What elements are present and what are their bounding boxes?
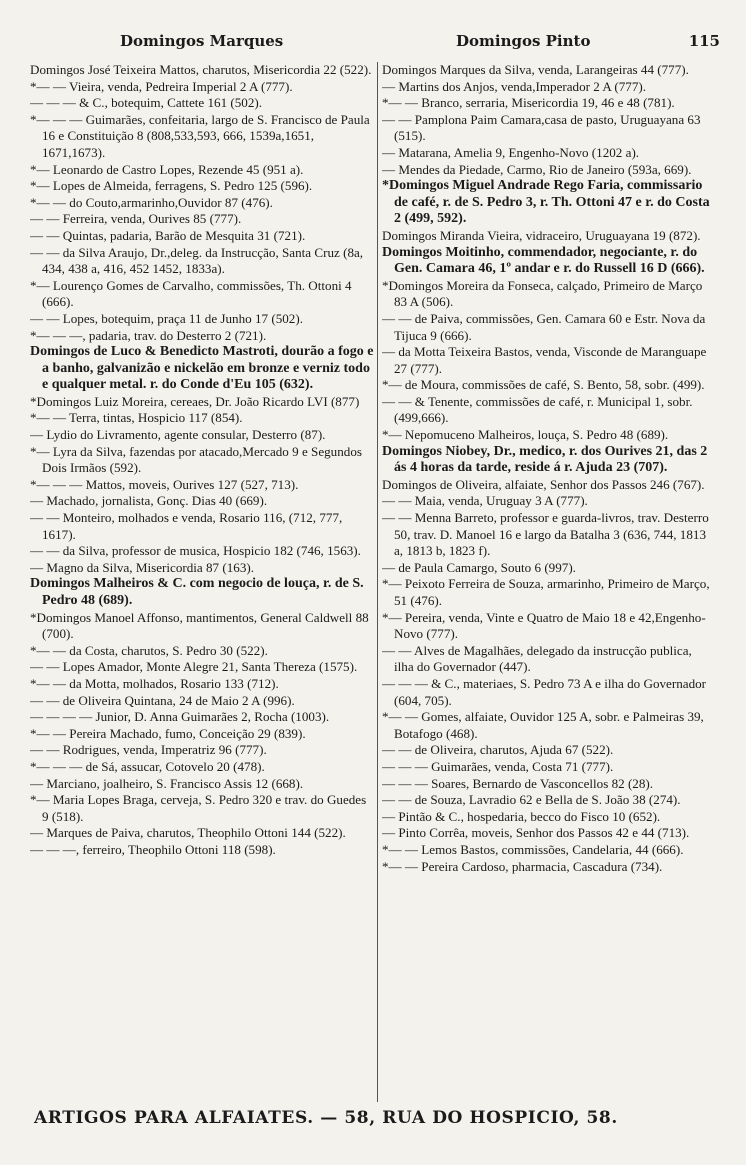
directory-entry: — — de Oliveira, charutos, Ajuda 67 (522). bbox=[382, 742, 614, 758]
directory-entry: — da Motta Teixeira Bastos, venda, Visconde de Maranguape 27 (777). bbox=[382, 344, 707, 376]
directory-entry: *— — — Mattos, moveis, Ourives 127 (527, 713). bbox=[30, 476, 299, 492]
directory-entry: — Pintão & C., hospedaria, becco do Fisco 10 (652). bbox=[382, 808, 661, 824]
directory-entry: — — Monteiro, molhados e venda, Rosario 116, (712, 777, 1617). bbox=[30, 510, 343, 542]
directory-entry: *— Peixoto Ferreira de Souza, armarinho, Primeiro de Março, 51 (476). bbox=[382, 576, 710, 608]
directory-entry: — — Alves de Magalhães, delegado da instrucção publica, ilha do Governador (447). bbox=[382, 642, 692, 675]
directory-entry: *— Maria Lopes Braga, cerveja, S. Pedro 320 e trav. do Guedes 9 (518). bbox=[30, 792, 367, 824]
directory-entry: *— — Lemos Bastos, commissões, Candelaria, 44 (666). bbox=[382, 841, 684, 857]
running-head-right: Domingos Pinto bbox=[456, 32, 591, 50]
directory-entry: — — Pamplona Paim Camara,casa de pasto, Uruguayana 63 (515). bbox=[382, 111, 701, 144]
directory-entry: — — Menna Barreto, professor e guarda-livros, trav. Desterro 50, trav. D. Manoel 16 e largo da Batalha 3 (636, 744, 1813 a, 1813 b, 1823 f). bbox=[382, 510, 709, 559]
directory-entry: — — — & C., botequim, Cattete 161 (502). bbox=[30, 95, 263, 111]
directory-entry: — — da Silva, professor de musica, Hospicio 182 (746, 1563). bbox=[30, 543, 361, 559]
directory-entry: — — — Soares, Bernardo de Vasconcellos 82 (28). bbox=[382, 775, 654, 791]
directory-entry: *— — Terra, tintas, Hospicio 117 (854). bbox=[30, 410, 243, 426]
directory-entry: — Machado, jornalista, Gonç. Dias 40 (669). bbox=[30, 493, 268, 509]
directory-entry: *Domingos Manoel Affonso, mantimentos, General Caldwell 88 (700). bbox=[30, 609, 369, 642]
directory-entry: *— — — de Sá, assucar, Cotovelo 20 (478). bbox=[30, 758, 265, 774]
directory-entry: — — Maia, venda, Uruguay 3 A (777). bbox=[382, 493, 588, 509]
directory-entry: *— — da Motta, molhados, Rosario 133 (712). bbox=[30, 675, 279, 691]
directory-entry: *— — da Costa, charutos, S. Pedro 30 (522). bbox=[30, 642, 268, 658]
directory-entry: *— — —, padaria, trav. do Desterro 2 (721). bbox=[30, 327, 267, 343]
directory-entry: *— Nepomuceno Malheiros, louça, S. Pedro 48 (689). bbox=[382, 427, 669, 443]
footer-advertisement: ARTIGOS PARA ALFAIATES. — 58, RUA DO HOSPICIO, 58. bbox=[34, 1108, 618, 1128]
directory-entry: *Domingos Luiz Moreira, cereaes, Dr. João Ricardo LVI (877) bbox=[30, 393, 360, 409]
directory-entry: — Martins dos Anjos, venda,Imperador 2 A (777). bbox=[382, 78, 647, 94]
running-head-left: Domingos Marques bbox=[120, 32, 284, 50]
directory-entry: *— Lyra da Silva, fazendas por atacado,Mercado 9 e Segundos Dois Irmãos (592). bbox=[30, 443, 362, 476]
directory-entry: Domingos Malheiros & C. com negocio de louça, r. de S. Pedro 48 (689). bbox=[30, 576, 364, 608]
directory-entry: — Marciano, joalheiro, S. Francisco Assis 12 (668). bbox=[30, 775, 304, 791]
directory-entry: Domingos Niobey, Dr., medico, r. dos Ourives 21, das 2 ás 4 horas da tarde, reside á r. Ajuda 23 (707). bbox=[382, 443, 708, 476]
directory-entry: *Domingos Moreira da Fonseca, calçado, Primeiro de Março 83 A (506). bbox=[382, 277, 703, 310]
directory-entry: *— Lopes de Almeida, ferragens, S. Pedro 125 (596). bbox=[30, 178, 313, 194]
directory-entry: — — — Guimarães, venda, Costa 71 (777). bbox=[382, 758, 614, 774]
page-number: 115 bbox=[688, 32, 720, 50]
directory-entry: *— Pereira, venda, Vinte e Quatro de Maio 18 e 42,Engenho-Novo (777). bbox=[382, 609, 706, 642]
directory-entry: *— — Branco, serraria, Misericordia 19, 46 e 48 (781). bbox=[382, 95, 675, 111]
directory-entry: *— — Pereira Machado, fumo, Conceição 29 (839). bbox=[30, 725, 306, 741]
directory-entry: — — — — Junior, D. Anna Guimarães 2, Rocha (1003). bbox=[30, 709, 330, 725]
directory-entry: *— — — Guimarães, confeitaria, largo de S. Francisco de Paula 16 e Constituição 8 (808,533,593, 666, 1539a,1651, 1671,1673). bbox=[30, 111, 370, 160]
directory-entry: — — Ferreira, venda, Ourives 85 (777). bbox=[30, 211, 242, 227]
directory-entry: — — da Silva Araujo, Dr.,deleg. da Instrucção, Santa Cruz (8a, 434, 438 a, 416, 452 1452, 1833a). bbox=[30, 244, 364, 277]
directory-entry: — — Quintas, padaria, Barão de Mesquita 31 (721). bbox=[30, 227, 306, 243]
directory-entry: Domingos de Luco & Benedicto Mastroti, dourão a fogo e a banho, galvanizão e nickelão em bronze e verniz todo e qualquer metal. r. do Conde d'Eu 105 (632). bbox=[30, 344, 374, 393]
directory-entry: — — de Souza, Lavradio 62 e Bella de S. João 38 (274). bbox=[382, 792, 681, 808]
directory-entry: *Domingos Miguel Andrade Rego Faria, commissario de café, r. de S. Pedro 3, r. Th. Ottoni 47 e r. do Costa 2 (499, 592). bbox=[382, 178, 710, 227]
directory-entry: — Mendes da Piedade, Carmo, Rio de Janeiro (593a, 669). bbox=[382, 161, 692, 177]
directory-entry: *— Leonardo de Castro Lopes, Rezende 45 (951 a). bbox=[30, 161, 304, 177]
directory-entry: Domingos Miranda Vieira, vidraceiro, Uruguayana 19 (872). bbox=[382, 227, 701, 243]
directory-entry: — — & Tenente, commissões de café, r. Municipal 1, sobr. (499,666). bbox=[382, 393, 693, 426]
directory-entry: — de Paula Camargo, Souto 6 (997). bbox=[382, 559, 576, 575]
directory-entry: Domingos Moitinho, commendador, negociante, r. do Gen. Camara 46, 1º andar e r. do Russell 16 D (666). bbox=[382, 244, 705, 277]
directory-entry: *— — Gomes, alfaiate, Ouvidor 125 A, sobr. e Palmeiras 39, Botafogo (468). bbox=[382, 709, 704, 741]
directory-entry: — — — & C., materiaes, S. Pedro 73 A e ilha do Governador (604, 705). bbox=[382, 675, 707, 708]
directory-entry: — Lydio do Livramento, agente consular, Desterro (87). bbox=[30, 427, 326, 443]
directory-entry: — Pinto Corrêa, moveis, Senhor dos Passos 42 e 44 (713). bbox=[382, 825, 690, 841]
directory-entry: — Matarana, Amelia 9, Engenho-Novo (1202 a). bbox=[382, 144, 640, 160]
right-column bbox=[382, 62, 714, 1102]
directory-entry: — — Lopes, botequim, praça 11 de Junho 17 (502). bbox=[30, 310, 303, 326]
directory-entry: — — —, ferreiro, Theophilo Ottoni 118 (598). bbox=[30, 841, 276, 857]
left-column bbox=[30, 62, 374, 1102]
column-divider bbox=[377, 62, 378, 1102]
directory-entry: — — de Paiva, commissões, Gen. Camara 60 e Estr. Nova da Tijuca 9 (666). bbox=[382, 310, 706, 343]
directory-entry: — — Rodrigues, venda, Imperatriz 96 (777). bbox=[30, 742, 267, 758]
directory-entry: *— — Vieira, venda, Pedreira Imperial 2 A (777). bbox=[30, 78, 293, 94]
directory-entry: *— — Pereira Cardoso, pharmacia, Cascadura (734). bbox=[382, 858, 663, 874]
directory-entry: *— — do Couto,armarinho,Ouvidor 87 (476). bbox=[30, 194, 273, 210]
directory-entry: — Magno da Silva, Misericordia 87 (163). bbox=[30, 559, 255, 575]
directory-entry: Domingos de Oliveira, alfaiate, Senhor dos Passos 246 (767). bbox=[382, 476, 705, 492]
directory-entry: — — Lopes Amador, Monte Alegre 21, Santa Thereza (1575). bbox=[30, 659, 358, 675]
page-header bbox=[24, 32, 720, 54]
directory-entry: *— Lourenço Gomes de Carvalho, commissões, Th. Ottoni 4 (666). bbox=[30, 277, 352, 310]
directory-entry: Domingos Marques da Silva, venda, Larangeiras 44 (777). bbox=[382, 62, 689, 77]
directory-entry: *— de Moura, commissões de café, S. Bento, 58, sobr. (499). bbox=[382, 377, 705, 393]
directory-entry: Domingos José Teixeira Mattos, charutos, Misericordia 22 (522). bbox=[30, 62, 372, 77]
directory-entry: — Marques de Paiva, charutos, Theophilo Ottoni 144 (522). bbox=[30, 825, 346, 841]
directory-entry: — — de Oliveira Quintana, 24 de Maio 2 A (996). bbox=[30, 692, 295, 708]
